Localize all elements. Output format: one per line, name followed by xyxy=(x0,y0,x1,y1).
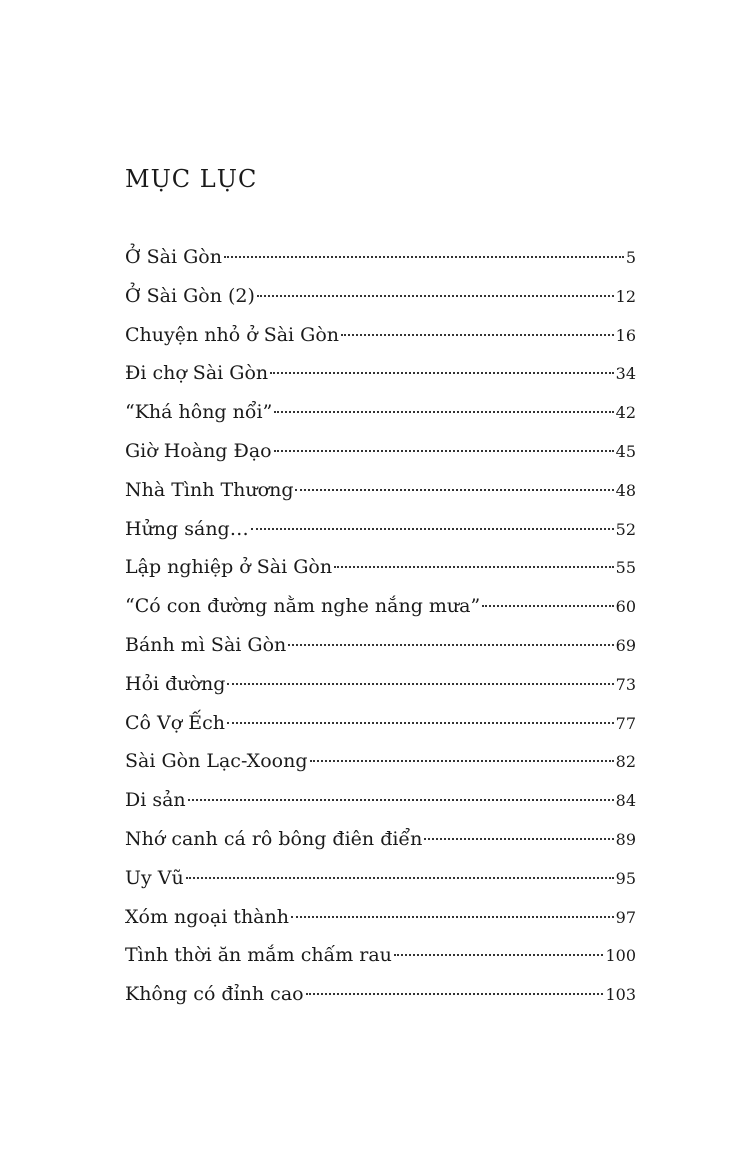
entry-title: “Có con đường nằm nghe nắng mưa” xyxy=(125,595,481,618)
dot-leader xyxy=(270,372,614,374)
toc-entry[interactable] xyxy=(125,277,636,316)
entry-page-number: 45 xyxy=(615,441,636,461)
entry-title: “Khá hông nổi” xyxy=(125,401,273,424)
entry-page-number: 12 xyxy=(615,286,636,306)
entry-title: Bánh mì Sài Gòn xyxy=(125,633,287,656)
entry-title: Giờ Hoàng Đạo xyxy=(125,439,272,462)
entry-page-number: 95 xyxy=(615,868,636,888)
entry-title: Đi chợ Sài Gòn xyxy=(125,362,269,385)
entry-page-number: 73 xyxy=(615,674,636,694)
entry-page-number: 60 xyxy=(615,597,636,617)
entry-title: Tình thời ăn mắm chấm rau xyxy=(125,944,392,967)
dot-leader xyxy=(341,334,614,336)
toc-entry[interactable] xyxy=(125,704,636,743)
entry-page-number: 5 xyxy=(625,248,636,267)
toc-entry[interactable] xyxy=(125,471,636,510)
dot-leader xyxy=(295,489,613,491)
dot-leader xyxy=(257,295,614,297)
toc-entry[interactable] xyxy=(125,510,636,549)
toc-entry[interactable] xyxy=(125,975,636,1014)
dot-leader xyxy=(188,799,614,801)
dot-leader xyxy=(288,644,613,646)
entry-title: Hửng sáng… xyxy=(125,517,249,540)
entry-page-number: 97 xyxy=(615,907,636,927)
entry-page-number: 16 xyxy=(615,325,636,345)
dot-leader xyxy=(224,256,624,258)
dot-leader xyxy=(227,722,614,724)
toc-entry[interactable] xyxy=(125,626,636,665)
dot-leader xyxy=(334,566,614,568)
entry-page-number: 52 xyxy=(615,519,636,539)
entry-page-number: 89 xyxy=(615,829,636,849)
entry-title: Sài Gòn Lạc-Xoong xyxy=(125,750,308,773)
dot-leader xyxy=(482,605,613,607)
dot-leader xyxy=(291,916,614,918)
dot-leader xyxy=(251,528,614,530)
toc-entry[interactable] xyxy=(125,859,636,898)
entry-title: Chuyện nhỏ ở Sài Gòn xyxy=(125,323,340,346)
dot-leader xyxy=(227,683,613,685)
entry-page-number: 100 xyxy=(605,946,636,966)
dot-leader xyxy=(274,411,613,413)
page-title: MỤC LỤC xyxy=(125,165,258,193)
toc-entry[interactable] xyxy=(125,898,636,937)
table-of-contents xyxy=(125,238,636,1014)
toc-entry[interactable] xyxy=(125,393,636,432)
toc-entry[interactable] xyxy=(125,354,636,393)
entry-title: Cô Vợ Ếch xyxy=(125,711,225,734)
entry-page-number: 34 xyxy=(615,364,636,384)
toc-entry[interactable] xyxy=(125,432,636,471)
toc-entry[interactable] xyxy=(125,665,636,704)
entry-title: Ở Sài Gòn xyxy=(125,246,222,268)
entry-title: Di sản xyxy=(125,789,186,812)
entry-title: Ở Sài Gòn (2) xyxy=(125,284,255,307)
entry-page-number: 42 xyxy=(615,403,636,423)
entry-title: Lập nghiệp ở Sài Gòn xyxy=(125,556,333,579)
entry-page-number: 48 xyxy=(615,480,636,500)
entry-page-number: 103 xyxy=(605,985,636,1005)
toc-entry[interactable] xyxy=(125,742,636,781)
dot-leader xyxy=(394,954,604,956)
toc-entry[interactable] xyxy=(125,316,636,355)
entry-title: Hỏi đường xyxy=(125,672,226,695)
dot-leader xyxy=(186,877,614,879)
entry-page-number: 82 xyxy=(615,752,636,772)
entry-title: Nhớ canh cá rô bông điên điển xyxy=(125,827,423,850)
entry-title: Uy Vũ xyxy=(125,866,184,889)
dot-leader xyxy=(306,993,604,995)
toc-entry[interactable] xyxy=(125,548,636,587)
entry-page-number: 69 xyxy=(615,635,636,655)
entry-page-number: 77 xyxy=(615,713,636,733)
toc-entry[interactable] xyxy=(125,587,636,626)
toc-entry[interactable] xyxy=(125,820,636,859)
entry-page-number: 84 xyxy=(615,791,636,811)
entry-page-number: 55 xyxy=(615,558,636,578)
entry-title: Không có đỉnh cao xyxy=(125,983,304,1006)
dot-leader xyxy=(310,760,614,762)
dot-leader xyxy=(274,450,614,452)
toc-entry[interactable] xyxy=(125,781,636,820)
entry-title: Xóm ngoại thành xyxy=(125,905,289,928)
dot-leader xyxy=(424,838,613,840)
entry-title: Nhà Tình Thương xyxy=(125,478,294,501)
toc-entry[interactable] xyxy=(125,936,636,975)
toc-entry[interactable] xyxy=(125,238,636,277)
